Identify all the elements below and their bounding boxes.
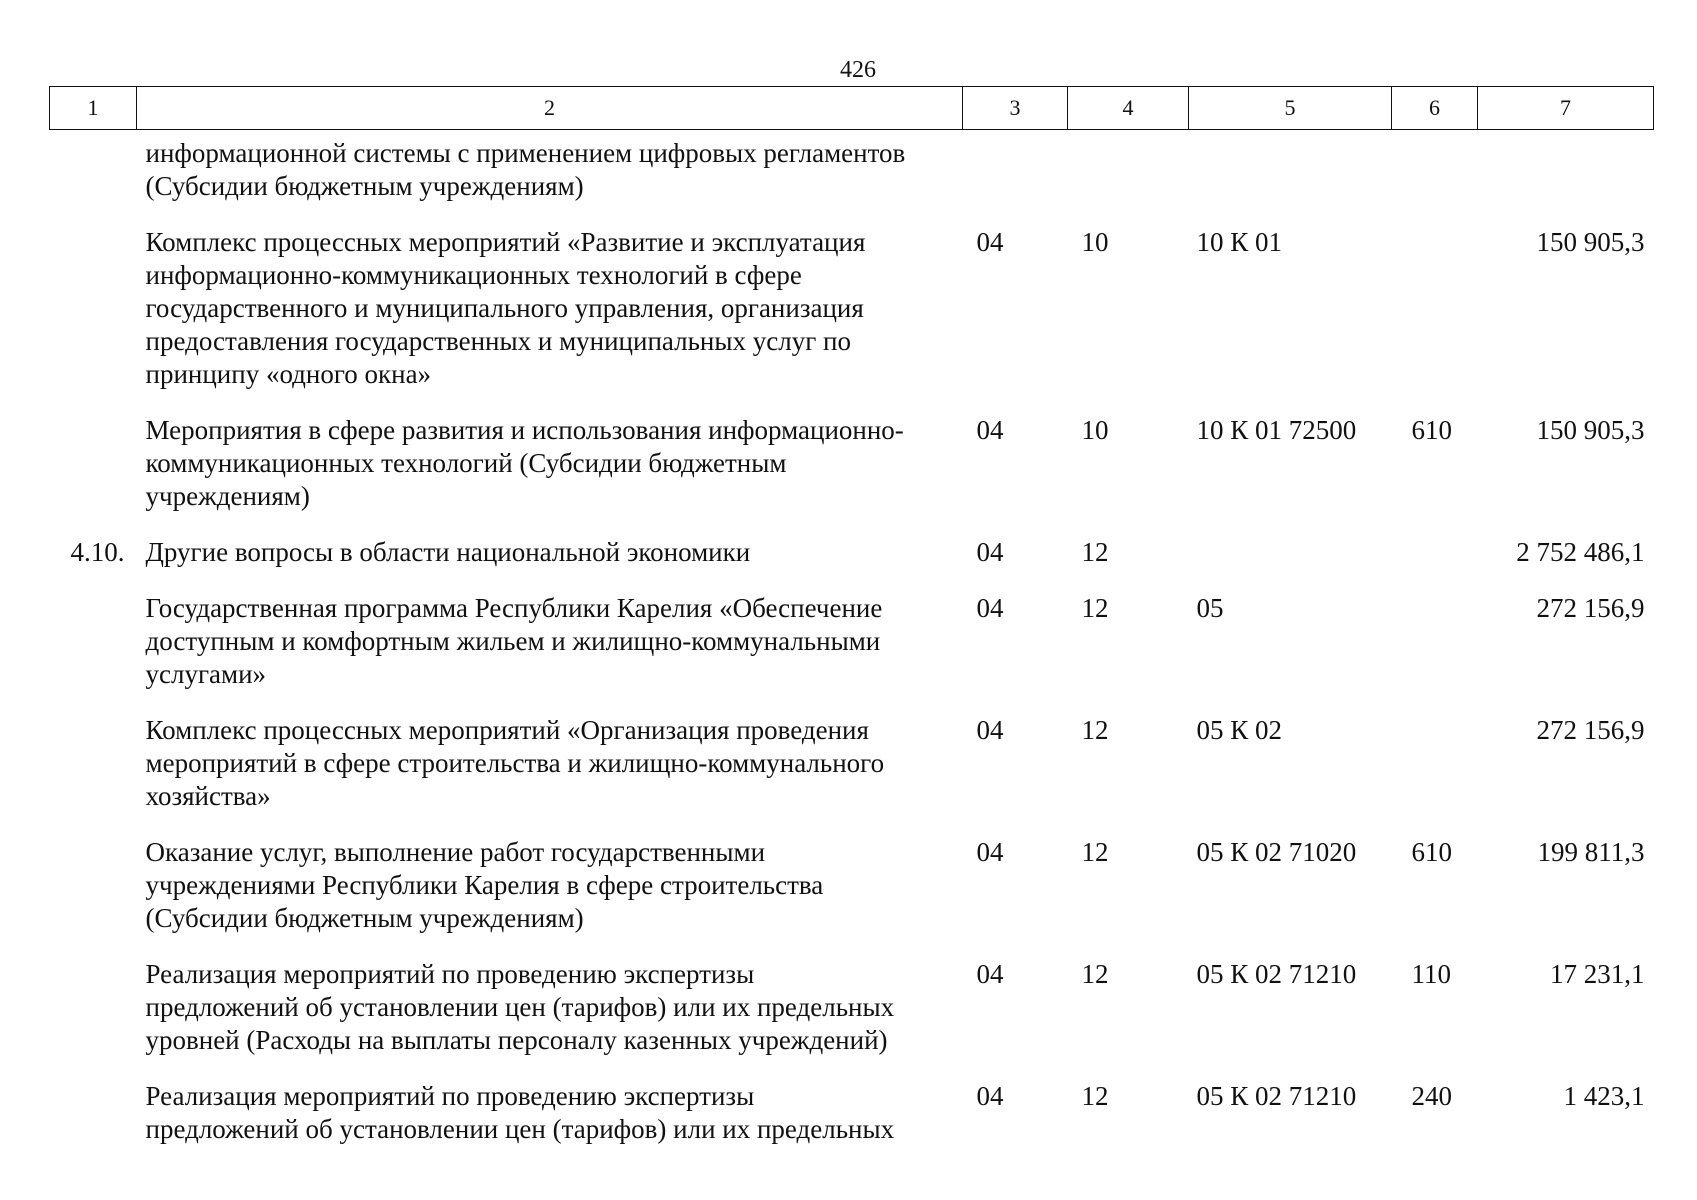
item-name-line: уровней (Расходы на выплаты персоналу казенных учреждений) xyxy=(145,1025,888,1055)
item-name-line: Мероприятия в сфере развития и использования информационно- xyxy=(145,415,904,445)
item-name-line: учреждениями Республики Карелия в сфере строительства xyxy=(145,870,824,900)
row-number xyxy=(50,130,137,217)
table-row xyxy=(50,948,1654,1070)
target-article-code: 05 К 02 71210 xyxy=(1196,959,1357,989)
expense-type-code xyxy=(1392,704,1478,826)
amount-value xyxy=(1478,130,1654,217)
item-name-line: (Субсидии бюджетным учреждениям) xyxy=(145,171,584,201)
expense-type-code: 610 xyxy=(1411,837,1452,867)
amount-value: 272 156,9 xyxy=(1536,593,1645,623)
subsection-code: 10 xyxy=(1081,415,1109,445)
item-name-line: хозяйства» xyxy=(145,781,271,811)
item-name-line: информационной системы с применением цифровых регламентов xyxy=(145,138,906,168)
item-name xyxy=(137,130,963,217)
item-name xyxy=(137,826,963,948)
row-number xyxy=(50,404,137,526)
row-number xyxy=(50,704,137,826)
item-name-line: Государственная программа Республики Карелия «Обеспечение xyxy=(145,593,883,623)
section-code: 04 xyxy=(976,537,1004,567)
item-name-line: принципу «одного окна» xyxy=(145,359,432,389)
expense-type-code: 110 xyxy=(1411,959,1451,989)
row-number xyxy=(50,1070,137,1159)
target-article-code: 05 К 02 71020 xyxy=(1196,837,1357,867)
item-name-line: (Субсидии бюджетным учреждениям) xyxy=(145,903,584,933)
target-article-code: 05 К 02 71210 xyxy=(1196,1081,1357,1111)
row-number xyxy=(50,826,137,948)
row-number: 4.10. xyxy=(70,537,125,567)
section-code: 04 xyxy=(976,837,1004,867)
column-header: 1 xyxy=(50,87,137,130)
row-number xyxy=(50,216,137,404)
column-header: 3 xyxy=(963,87,1068,130)
column-header: 5 xyxy=(1189,87,1392,130)
item-name-line: Оказание услуг, выполнение работ государственными xyxy=(145,837,766,867)
item-name-line: Комплекс процессных мероприятий «Организация проведения xyxy=(145,715,869,745)
subsection-code: 10 xyxy=(1081,227,1109,257)
item-name-line: учреждениям) xyxy=(145,481,310,511)
expense-type-code xyxy=(1392,130,1478,217)
page-number: 426 xyxy=(840,57,876,83)
item-name xyxy=(137,1070,963,1159)
table-row xyxy=(50,704,1654,826)
item-name-line: предложений об установлении цен (тарифов) или их предельных xyxy=(145,1114,895,1144)
amount-value: 150 905,3 xyxy=(1536,227,1645,257)
row-number xyxy=(50,948,137,1070)
amount-value: 199 811,3 xyxy=(1537,837,1645,867)
amount-value: 2 752 486,1 xyxy=(1516,537,1645,567)
section-code: 04 xyxy=(976,959,1004,989)
table-row xyxy=(50,216,1654,404)
amount-value: 272 156,9 xyxy=(1536,715,1645,745)
target-article-code xyxy=(1189,526,1392,582)
subsection-code: 12 xyxy=(1081,715,1109,745)
table-body xyxy=(50,130,1654,1160)
item-name xyxy=(137,404,963,526)
expense-type-code xyxy=(1392,216,1478,404)
item-name-line: предоставления государственных и муниципальных услуг по xyxy=(145,326,851,356)
amount-value: 150 905,3 xyxy=(1536,415,1645,445)
expense-type-code: 240 xyxy=(1411,1081,1452,1111)
table-row xyxy=(50,130,1654,217)
target-article-code: 05 К 02 xyxy=(1196,715,1283,745)
column-header: 2 xyxy=(137,87,963,130)
amount-value: 1 423,1 xyxy=(1563,1081,1645,1111)
column-header: 4 xyxy=(1068,87,1189,130)
item-name-line: доступным и комфортным жильем и жилищно-коммунальными xyxy=(145,626,881,656)
table-row xyxy=(50,582,1654,704)
target-article-code: 10 К 01 xyxy=(1196,227,1283,257)
column-header: 7 xyxy=(1478,87,1654,130)
subsection-code: 12 xyxy=(1081,593,1109,623)
section-code: 04 xyxy=(976,593,1004,623)
item-name-line: Комплекс процессных мероприятий «Развитие и эксплуатация xyxy=(145,227,866,257)
table-row xyxy=(50,526,1654,582)
section-code xyxy=(963,130,1068,217)
item-name xyxy=(137,526,963,582)
item-name-line: Реализация мероприятий по проведению экспертизы xyxy=(145,959,755,989)
column-header: 6 xyxy=(1392,87,1478,130)
row-number xyxy=(50,582,137,704)
subsection-code xyxy=(1068,130,1189,217)
table-row xyxy=(50,404,1654,526)
subsection-code: 12 xyxy=(1081,959,1109,989)
section-code: 04 xyxy=(976,227,1004,257)
item-name xyxy=(137,948,963,1070)
section-code: 04 xyxy=(976,1081,1004,1111)
expense-type-code xyxy=(1392,582,1478,704)
item-name-line: Реализация мероприятий по проведению экспертизы xyxy=(145,1081,755,1111)
item-name-line: государственного и муниципального управления, организация xyxy=(145,293,864,323)
item-name xyxy=(137,582,963,704)
amount-value: 17 231,1 xyxy=(1550,959,1645,989)
table-header-row xyxy=(50,87,1654,130)
item-name-line: мероприятий в сфере строительства и жилищно-коммунального xyxy=(145,748,885,778)
item-name-line: услугами» xyxy=(145,659,267,689)
subsection-code: 12 xyxy=(1081,1081,1109,1111)
budget-table xyxy=(49,86,1654,1159)
section-code: 04 xyxy=(976,415,1004,445)
table-row xyxy=(50,1070,1654,1159)
target-article-code: 05 xyxy=(1196,593,1224,623)
subsection-code: 12 xyxy=(1081,537,1109,567)
item-name-line: Другие вопросы в области национальной экономики xyxy=(145,537,751,567)
expense-type-code xyxy=(1392,526,1478,582)
expense-type-code: 610 xyxy=(1411,415,1452,445)
item-name-line: информационно-коммуникационных технологий в сфере xyxy=(145,260,802,290)
item-name xyxy=(137,704,963,826)
item-name xyxy=(137,216,963,404)
table-row xyxy=(50,826,1654,948)
subsection-code: 12 xyxy=(1081,837,1109,867)
target-article-code: 10 К 01 72500 xyxy=(1196,415,1357,445)
item-name-line: предложений об установлении цен (тарифов) или их предельных xyxy=(145,992,895,1022)
section-code: 04 xyxy=(976,715,1004,745)
item-name-line: коммуникационных технологий (Субсидии бюджетным xyxy=(145,448,787,478)
target-article-code xyxy=(1189,130,1392,217)
